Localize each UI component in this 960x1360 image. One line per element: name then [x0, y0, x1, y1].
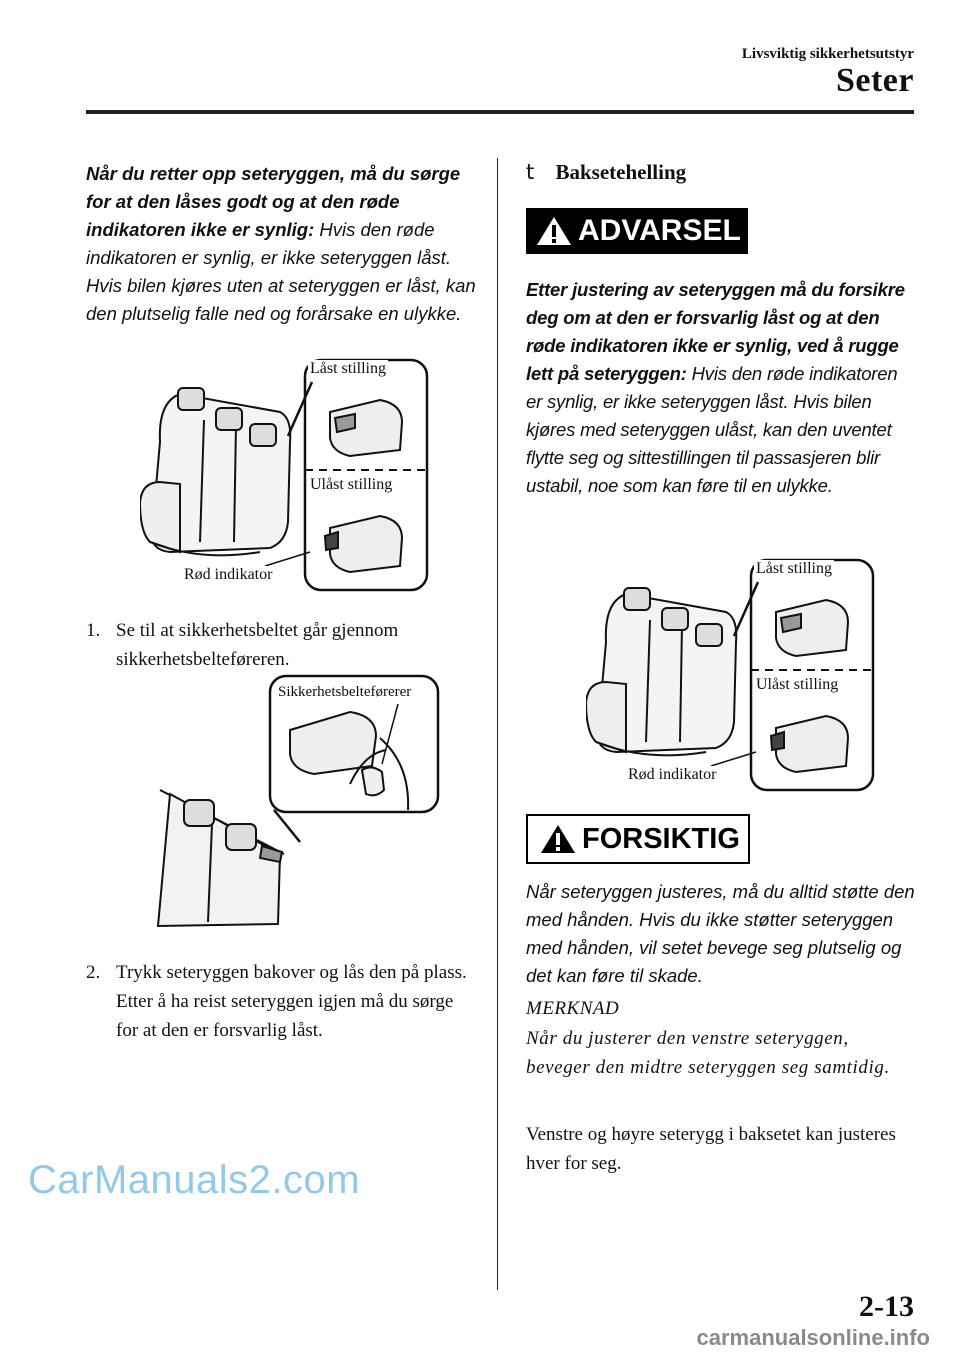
body-paragraph: Venstre og høyre seterygg i baksetet kan justeres hver for seg. — [526, 1124, 896, 1174]
page-title: Seter — [835, 62, 914, 99]
seat-illustration — [586, 552, 886, 792]
step-2-text: Trykk seteryggen bakover og lås den på plass. Etter å ha reist seteryggen igjen må du sørge for at den er forsvarlig låst. — [116, 962, 467, 1041]
figure-belt-guide — [150, 674, 442, 936]
column-divider — [497, 158, 498, 1290]
label-unlocked-position: Ulåst stilling — [756, 676, 839, 693]
header-rule — [86, 110, 914, 114]
step-1-number: 1. — [86, 620, 101, 641]
caution-banner — [526, 814, 750, 864]
caution-paragraph: Når seteryggen justeres, må du alltid støtte den med hånden. Hvis du ikke støtter seteryggen med hånden, vil setet bevege seg plutselig og det kan føre til skade. — [526, 881, 915, 986]
figure-seat-lock-right — [586, 552, 886, 792]
step-2-number: 2. — [86, 962, 101, 983]
section-heading-text: Baksetehelling — [555, 160, 687, 184]
warning-triangle-icon — [534, 214, 574, 248]
right-warning-bold: Etter justering av seteryggen må du forsikre deg om at den er forsvarlig låst og at den røde indikatoren ikke er synlig, ved å rugge lett på seteryggen: — [526, 279, 905, 384]
label-red-indicator: Rød indikator — [628, 766, 717, 783]
figure-seat-lock-left — [140, 352, 440, 592]
section-marker-icon: t — [526, 160, 535, 184]
label-unlocked-position: Ulåst stilling — [310, 476, 393, 493]
step-2 — [86, 958, 478, 1045]
left-warning-paragraph — [86, 160, 478, 328]
belt-guide-illustration — [150, 674, 442, 936]
note-heading: MERKNAD — [526, 998, 620, 1019]
footer-site-watermark: carmanualsonline.info — [696, 1325, 930, 1350]
note-text: Når du justerer den venstre seteryggen, beveger den midtre seteryggen seg samtidig. — [526, 1028, 890, 1078]
watermark-logo: CarManuals2.com — [28, 1158, 361, 1202]
step-1 — [86, 616, 478, 674]
caution-label: FORSIKTIG — [582, 822, 740, 855]
step-1-text: Se til at sikkerhetsbeltet går gjennom sikkerhetsbelteføreren. — [116, 620, 399, 670]
right-warning-body: Hvis den røde indikatoren er synlig, er ikke seteryggen låst. Hvis bilen kjøres med seteryggen ulåst, kan den uventet flytte seg og sittestillingen til passasjeren blir ustabil, noe som kan føre til en ulykke. — [526, 363, 898, 496]
left-warning-bold: Når du retter opp seteryggen, må du sørge for at den låses godt og at den røde indikatoren ikke er synlig: — [86, 163, 461, 240]
running-header-section: Livsviktig sikkerhetsutstyr — [741, 46, 914, 62]
warning-label: ADVARSEL — [578, 214, 741, 247]
label-locked-position: Låst stilling — [310, 360, 386, 377]
right-warning-paragraph — [526, 276, 918, 500]
label-belt-guide: Sikkerhetsbelteførerer — [278, 684, 412, 700]
page-number: 2-13 — [859, 1290, 914, 1323]
label-locked-position: Låst stilling — [756, 560, 832, 577]
section-heading — [526, 160, 686, 185]
caution-triangle-icon — [538, 822, 578, 856]
seat-illustration — [140, 352, 440, 592]
left-warning-body: Hvis den røde indikatoren er synlig, er ikke seteryggen låst. Hvis bilen kjøres uten at seteryggen er låst, kan den plutselig falle ned og forårsake en ulykke. — [86, 219, 476, 324]
label-red-indicator: Rød indikator — [184, 566, 273, 583]
warning-banner — [526, 208, 748, 254]
